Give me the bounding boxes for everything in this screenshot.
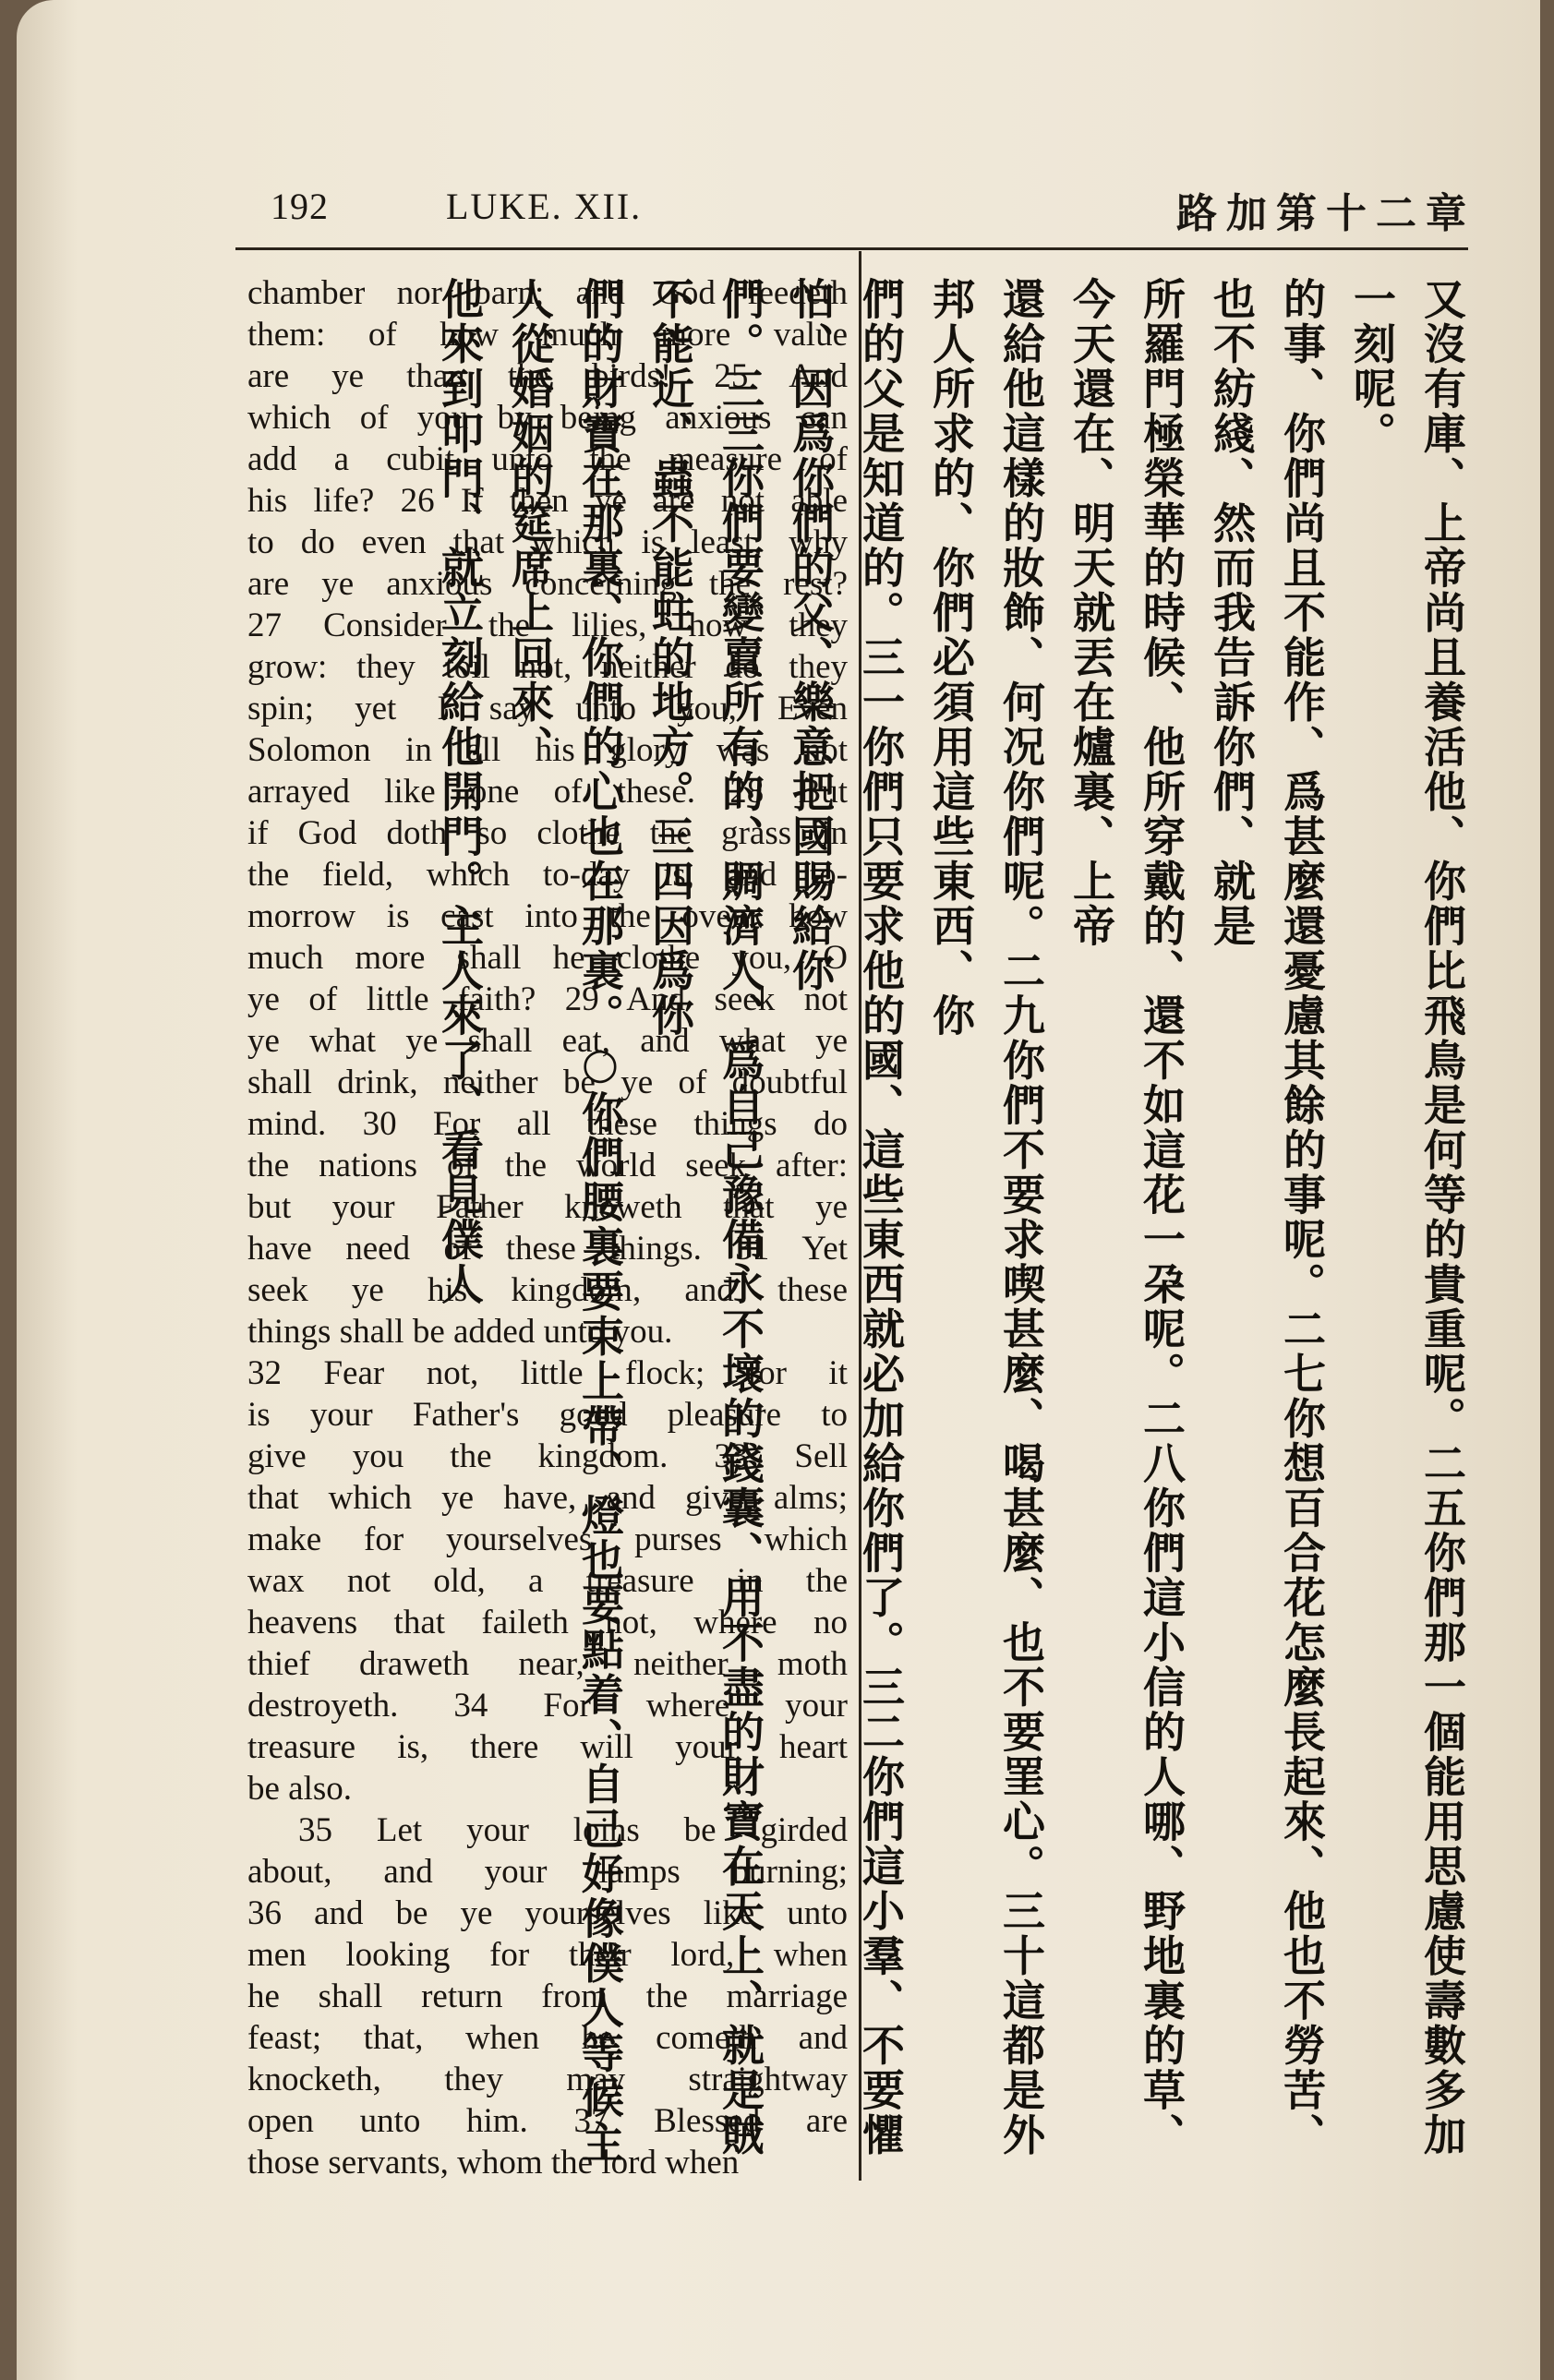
english-line: shall drink, neither be ye of doubtful [247, 1064, 848, 1101]
english-line: those servants, whom the lord when [247, 2144, 740, 2182]
english-line: thief draweth near, neither moth [247, 1645, 848, 1683]
english-line: the nations of the world seek after: [247, 1147, 848, 1184]
english-line: open unto him. 37 Blessed are [247, 2102, 848, 2140]
english-line: wax not old, a treasure in the [247, 1562, 848, 1600]
english-line: 27 Consider the lilies, how they [247, 607, 848, 644]
page-header [257, 180, 1485, 235]
chinese-line: 們的財寶在那裏、你們的心也在那裏。○你們腰裏要束上帶、燈也要點着、自己好像僕人等候主人從婚姻的筵席上回來、 [505, 277, 625, 2165]
chinese-running-head: 路加第十二章 [1176, 190, 1476, 237]
english-line: but your Father knoweth that ye [247, 1188, 848, 1226]
english-line: Solomon in all his glory was not [247, 731, 848, 769]
english-line: make for yourselves purses which [247, 1521, 848, 1558]
english-line: which of you by being anxious can [247, 399, 848, 437]
english-line: ye what ye shall eat, and what ye [247, 1022, 848, 1060]
english-line: if God doth so clothe the grass in [247, 814, 848, 852]
english-line: things shall be added unto you. [247, 1313, 673, 1351]
english-line: spin; yet I say unto you, Even [247, 690, 848, 727]
english-line: are ye than the birds! 25 And [247, 357, 848, 395]
english-line: heavens that faileth not, where no [247, 1604, 848, 1641]
english-line: seek ye his kingdom, and these [247, 1271, 848, 1309]
english-line: much more shall he clothe you, O [247, 939, 848, 977]
chinese-line: 的事、你們尚且不能作、爲甚麼還憂慮其餘的事呢。二七你想百合花怎麼長起來、他也不勞苦、也不紡綫、然而我告訴你們、就是 [1207, 277, 1327, 2158]
english-line: have need of these things. 31 Yet [247, 1230, 848, 1268]
english-line: is your Father's good pleasure to [247, 1396, 848, 1434]
english-line: chamber nor barn; and God feedeth [247, 274, 848, 312]
english-line: are ye anxious concerning the rest? [247, 565, 848, 603]
english-line: 32 Fear not, little flock; for it [247, 1354, 848, 1392]
chinese-line: 他來到叩門、就立刻給他開門。主人來了、看見僕人 [435, 277, 485, 1307]
english-line: to do even that which is least, why [247, 523, 848, 561]
page-number: 192 [271, 186, 329, 227]
english-line: treasure is, there will your heart [247, 1728, 848, 1766]
english-line: men looking for their lord, when [247, 1936, 848, 1974]
english-line: add a cubit unto the measure of [247, 440, 848, 478]
english-line: grow: they toil not, neither do they [247, 648, 848, 686]
header-rule [235, 247, 1468, 250]
chinese-line: 所羅門極榮華的時候、他所穿戴的、還不如這花一朶呢。二八你們這小信的人哪、野地裏的草、今天還在、明天就丟在爐裏、上帝 [1066, 277, 1187, 2158]
english-line: them: of how much more value [247, 316, 848, 354]
chinese-line: 又沒有庫、上帝尚且養活他、你們比飛鳥是何等的貴重呢。二五你們那一個能用思慮使壽數多加一刻呢。 [1347, 277, 1467, 2158]
english-line: mind. 30 For all these things do [247, 1105, 848, 1143]
english-line: morrow is cast into the oven; how [247, 897, 848, 935]
english-line: destroyeth. 34 For where your [247, 1687, 848, 1725]
english-line: his life? 26 If then ye are not able [247, 482, 848, 520]
english-line: about, and your lamps burning; [247, 1853, 848, 1891]
english-line: 35 Let your loins be girded [298, 1811, 848, 1849]
english-line: 36 and be ye yourselves like unto [247, 1894, 848, 1932]
english-line: arrayed like one of these. 28 But [247, 773, 848, 811]
english-line: he shall return from the marriage [247, 1977, 848, 2015]
english-line: ye of little faith? 29 And seek not [247, 980, 848, 1018]
running-head: LUKE. XII. [446, 186, 643, 227]
chinese-line: 還給他這樣的妝飾、何况你們呢。二九你們不要求喫甚麼、喝甚麼、也不要罣心。三十這都是外邦人所求的、你們必須用這些東西、你 [926, 277, 1046, 2158]
english-line: that which ye have, and give alms; [247, 1479, 848, 1517]
english-line: feast; that, when he cometh and [247, 2019, 848, 2057]
english-line: give you the kingdom. 33 Sell [247, 1437, 848, 1475]
english-line: be also. [247, 1770, 353, 1808]
chinese-line: 們的父是知道的。三一你們只要求他的國、這些東西就必加給你們了。三二你們這小羣、不要懼怕、因爲你們的父、樂意把國賜給你 [786, 277, 906, 2158]
english-line: knocketh, they may straightway [247, 2061, 848, 2098]
english-line: the field, which to-day is, and to- [247, 856, 848, 894]
chinese-line: 們。三三你們要變賣所有的、賙濟人、爲自己豫備永不壞的錢囊、用不盡的財寶在天上、就是賊不能近、蟲不能蛀的地方。三四因爲你 [645, 277, 765, 2158]
